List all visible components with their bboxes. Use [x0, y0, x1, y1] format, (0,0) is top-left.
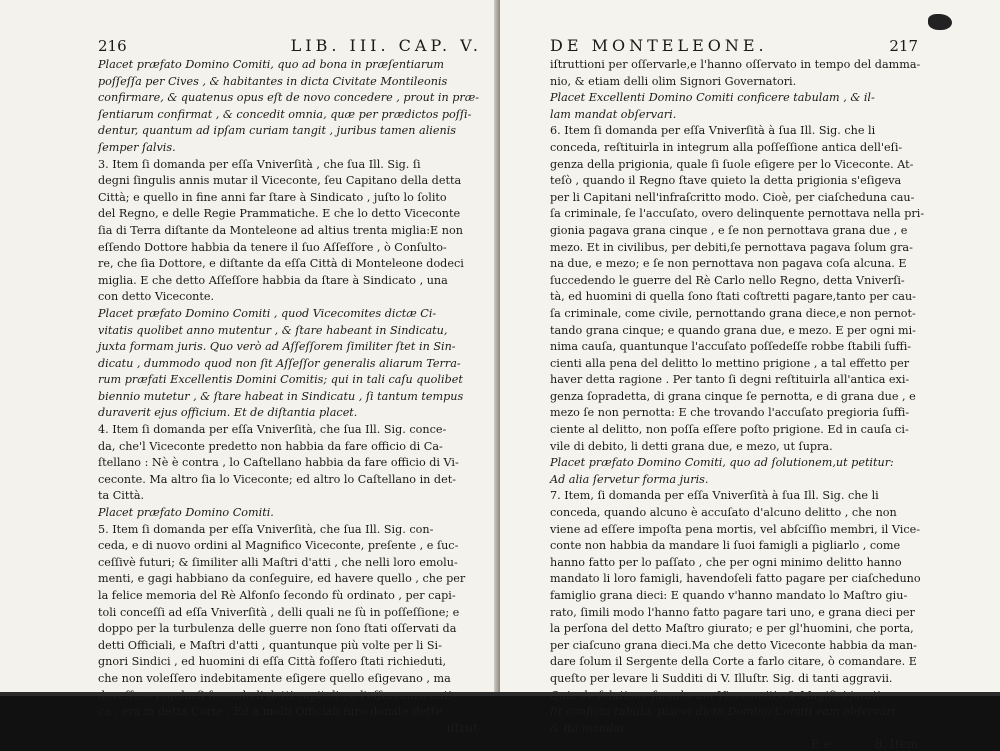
text-line: per li Capitani nell'infraſcritto modo. Cioè, per ciaſcheduna cau-: [550, 190, 915, 204]
text-line: doppo per la turbulenza delle guerre non ſono ſtati oſſervati da: [98, 622, 457, 636]
text-line: vitatis quolibet anno mutentur , & ſtare habeant in Sindicatu,: [98, 323, 448, 337]
text-line: Placet præfato Domino Comiti.: [98, 506, 274, 520]
right-page-number: 217: [889, 37, 918, 55]
text-line: per ciaſcuno grana dieci.Ma che detto Viceconte habbia da man-: [550, 638, 917, 652]
text-line: teſò , quando il Regno ſtave quieto la detta prigionia s'eſigeva: [550, 174, 902, 188]
left-page-number: 216: [98, 37, 127, 55]
scan-edge-bottom: [0, 692, 1000, 696]
right-page-text: [550, 57, 925, 737]
text-line: ceconte. Ma altro ſia lo Viceconte; ed altro lo Caſtellano in det-: [98, 472, 456, 486]
right-page-header: [550, 36, 918, 55]
text-line: vile di debito, li detti grana due, e mezo, ut ſupra.: [550, 439, 833, 453]
text-line: la perſona del detto Maſtro giurato; e per gl'huomini, che porta,: [550, 622, 914, 636]
text-line: hanno fatto per lo paſſato , che per ogni minimo delitto hanno: [550, 555, 902, 569]
text-line: lam mandat obſervari.: [550, 107, 677, 121]
text-line: ceſſivè futuri; & ſimiliter alli Maſtri d'atti , che nelli loro emolu-: [98, 555, 458, 569]
text-line: ſentiarum confirmat , & concedit omnia, quæ per prædictos poſſi-: [98, 107, 472, 121]
text-line: iſtruttioni per oſſervarle,e l'hanno oſſervato in tempo del damma-: [550, 58, 921, 71]
text-line: degni ſingulis annis mutar il Viceconte, ſeu Capitano della detta: [98, 174, 462, 188]
text-line: ſuccedendo le guerre del Rè Carlo nello Regno, detta Vniverſi-: [550, 273, 905, 287]
text-line: Placet præfato Domino Comiti , quod Vicecomites dictæ Ci-: [98, 306, 437, 320]
text-line: con detto Viceconte.: [98, 290, 215, 304]
ink-blot-mark: [928, 14, 952, 30]
text-line: gnori Sindici , ed huomini di eſſa Città foſſero ſtati richieduti,: [98, 655, 447, 669]
text-line: duraverit ejus officium. Et de diſtantia placet.: [98, 406, 358, 420]
text-line: conte non habbia da mandare li ſuoi famigli a pigliarlo , come: [550, 539, 901, 553]
text-line: detti Officiali, e Maſtri d'atti , quantunque più volte per li Si-: [98, 638, 442, 652]
text-line: ſit conficta tabula, placet dicto Domino Comiti eam obſervari: [550, 705, 896, 719]
text-line: conceda, reſtituirla in integrum alla poſſeſſione antica dell'eſi-: [550, 140, 903, 154]
text-line: famiglio grana dieci: E quando v'hanno mandato lo Maſtro giu-: [550, 589, 908, 602]
text-line: ciente al delitto, non poſſa eſſere poſto prigione. Ed in cauſa ci-: [550, 423, 909, 437]
text-line: viene ad eſſere impoſta pena mortis, vel abſciſſio membri, il Vice-: [550, 522, 921, 536]
text-line: del Regno, e delle Regie Prammatiche. E che lo detto Viceconte: [98, 207, 461, 221]
text-line: la felice memoria del Rè Alfonſo ſecondo fù ordinato , per capi-: [98, 589, 456, 602]
text-line: Placet præfato Domino Comiti, quo ad ſolutionem,ut petitur:: [550, 456, 894, 470]
left-page: [0, 0, 496, 735]
text-line: ſia di Terra diſtante da Monteleone ad altius trenta miglia:E non: [98, 223, 463, 237]
text-line: 4. Item ſi domanda per eſſa Vniverſità, che ſua Ill. Sig. conce-: [98, 423, 447, 437]
text-line: confirmare, & quatenus opus eſt de novo concedere , prout in præ-: [98, 91, 480, 105]
text-line: rato, ſimili modo l'hanno fatto pagare tari uno, e grana dieci per: [550, 605, 915, 619]
left-catchword: iſtrut-: [446, 720, 482, 735]
text-line: genza ſopradetta, di grana cinque ſe pernotta, e di grana due , e: [550, 389, 916, 403]
text-line: nio, & etiam delli olim Signori Governatori.: [550, 74, 797, 88]
left-running-title: LIB. III. CAP. V.: [290, 36, 482, 55]
text-line: haver detta ragione . Per tanto ſi degni reſtituirla all'antica exi-: [550, 373, 910, 387]
right-running-title: DE MONTELEONE.: [550, 36, 768, 55]
text-line: gionia pagava grana cinque , e ſe non pernottava grana due , e: [550, 223, 908, 237]
text-line: Città; e quello in fine anni far ſtare à Sindicato , juſto lo ſolito: [98, 190, 447, 204]
text-line: dentur, quantum ad ipſam curiam tangit , juribus tamen alienis: [98, 124, 457, 138]
text-line: nima cauſa, quantunque l'accuſato poſſedeſſe robbe ſtabili ſuffi-: [550, 340, 912, 354]
text-line: mandato li loro famigli, havendoſeli fatto pagare per ciaſcheduno: [550, 572, 921, 586]
text-line: cienti alla pena del delitto lo mettino prigione , a tal effetto per: [550, 356, 910, 370]
text-line: tà, ed huomini di quella ſono ſtati coſtretti pagare,tanto per cau-: [550, 290, 916, 304]
text-line: eſſendo Dottore habbia da tenere il ſuo Aſſeſſore , ò Conſulto-: [98, 240, 447, 254]
text-line: 7. Item, ſi domanda per eſſa Vniverſità à ſua Ill. Sig. che li: [550, 489, 879, 503]
text-line: conceda, quando alcuno è accuſato d'alcuno delitto , che non: [550, 506, 897, 520]
text-line: dare ſolum il Sergente della Corte a farlo citare, ò comandare. E: [550, 655, 917, 669]
left-page-text: [98, 57, 482, 721]
text-line: genza della prigionia, quale ſi ſuole eſigere per lo Viceconte. At-: [550, 157, 914, 171]
text-line: mezo ſe non pernotta: E che trovando l'accuſato pregioria ſuffi-: [550, 406, 910, 420]
text-line: menti, e gagi habbiano da conſeguire, ed havere quello , che per: [98, 572, 466, 586]
text-line: ſtellano : Nè è contra , lo Caſtellano habbia da fare officio di Vi-: [98, 456, 459, 470]
text-line: ſa criminale, come civile, pernottando grana diece,e non pernot-: [550, 306, 916, 320]
text-line: 6. Item ſi domanda per eſſa Vniverſità à ſua Ill. Sig. che li: [550, 124, 876, 138]
left-catchword-row: [98, 721, 482, 735]
text-line: na due, e mezo; e ſe non pernottava non pagava coſa alcuna. E: [550, 257, 907, 271]
text-line: che non voleſſero indebitamente eſigere quello eſigevano , ma: [98, 671, 451, 685]
text-line: ceda, e di nuovo ordini al Magnifico Viceconte, preſente , e ſuc-: [98, 539, 459, 553]
text-line: ſemper ſalvis.: [98, 140, 176, 154]
text-line: poſſeſſa per Cives , & habitantes in dicta Civitate Montileonis: [98, 74, 448, 88]
right-page: [500, 0, 1000, 751]
text-line: ta Città.: [98, 489, 145, 503]
right-catchword-row: [550, 737, 918, 751]
text-line: Placet Excellenti Domino Comiti conficere tabulam , & il-: [550, 91, 875, 105]
right-catchword: 8. Item: [874, 737, 918, 751]
text-line: juxta formam juris. Quo verò ad Aſſeſſorem ſimiliter ſtet in Sin-: [98, 340, 456, 354]
text-line: mezo. Et in civilibus, per debiti,ſe pernottava pagava ſolum gra-: [550, 240, 913, 254]
text-line: Placet præfato Domino Comiti, quo ad bona in præſentiarum: [98, 58, 445, 71]
text-line: biennio mutetur , & ſtare habeat in Sindicatu , ſi tantum tempus: [98, 389, 464, 403]
right-signature-mark: E e: [811, 737, 831, 751]
text-line: toli conceſſi ad eſſa Vniverſità , delli quali ne ſù in poſſeſſione; e: [98, 605, 460, 619]
text-line: da, che'l Viceconte predetto non habbia da fare officio di Ca-: [98, 439, 443, 453]
text-line: re, che ſia Dottore, e diſtante da eſſa Città di Monteleone dodeci: [98, 257, 464, 271]
text-line: rum præfati Excellentis Domini Comitis; qui in tali caſu quolibet: [98, 373, 463, 387]
text-line: Ad alia ſervetur forma juris.: [550, 472, 709, 486]
text-line: & ita mandat.: [550, 721, 629, 735]
text-line: tando grana cinque; e quando grana due, e mezo. E per ogni mi-: [550, 323, 916, 337]
text-line: 3. Item ſi domanda per eſſa Vniverſità , che ſua Ill. Sig. ſi: [98, 157, 421, 171]
text-line: miglia. E che detto Aſſeſſore habbia da ſtare à Sindicato , una: [98, 273, 448, 287]
text-line: ſa criminale, ſe l'accuſato, overo delinquente pernottava nella pri-: [550, 207, 925, 221]
text-line: dicatu , dummodo quod non ſit Aſſeſſor generalis aliarum Terra-: [98, 356, 461, 370]
text-line: ca , era in detta Corte . Ed à molti Officiali furo donate dette: [98, 705, 442, 719]
text-line: 5. Item ſi domanda per eſſa Vniverſità, che ſua Ill. Sig. con-: [98, 522, 434, 536]
left-page-header: [98, 36, 482, 55]
text-line: queſto per levare li Sudditi di V. Illuſtr. Sig. di tanti aggravii.: [550, 671, 893, 685]
